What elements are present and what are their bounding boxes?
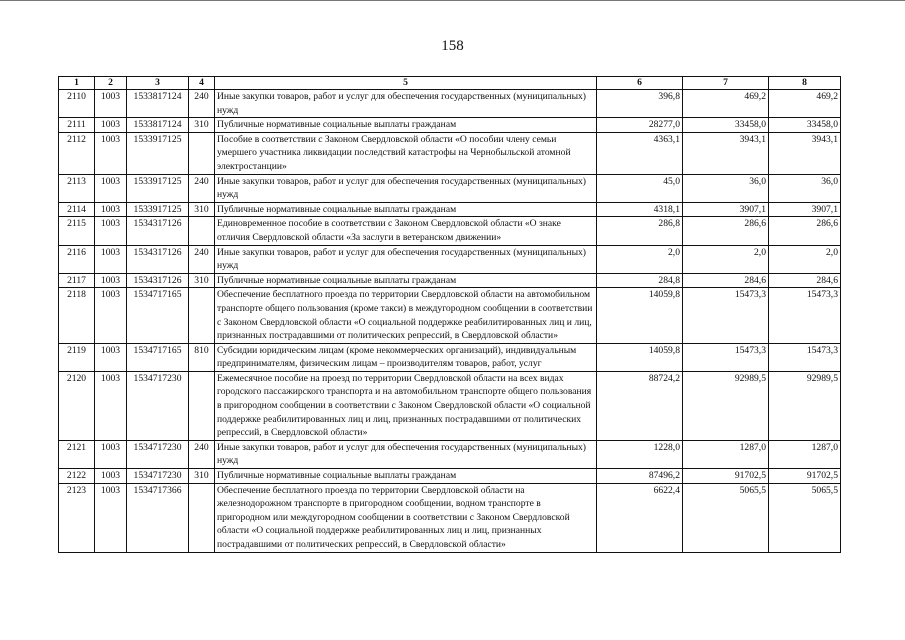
target-article-code: 1534717366 (127, 483, 189, 552)
target-article-code: 1534717230 (127, 440, 189, 468)
row-number: 2122 (59, 469, 95, 484)
value-col-8: 15473,3 (769, 343, 841, 371)
value-col-7: 5065,5 (683, 483, 769, 552)
target-article-code: 1534717230 (127, 371, 189, 440)
value-col-7: 284,6 (683, 273, 769, 288)
expense-type-code: 310 (189, 202, 215, 217)
table-row (59, 217, 841, 245)
value-col-6: 14059,8 (597, 343, 683, 371)
expense-type-code (189, 483, 215, 552)
target-article-code: 1533917125 (127, 174, 189, 202)
value-col-7: 1287,0 (683, 440, 769, 468)
value-col-7: 3943,1 (683, 132, 769, 174)
expense-type-code: 240 (189, 440, 215, 468)
target-article-code: 1533917125 (127, 202, 189, 217)
header-col-8: 8 (769, 77, 841, 90)
row-description: Единовременное пособие в соответствии с Законом Свердловской области «О знаке отличия Свердловской области «За заслуги в ветеранском движении» (215, 217, 597, 245)
value-col-8: 92989,5 (769, 371, 841, 440)
value-col-8: 284,6 (769, 273, 841, 288)
value-col-8: 91702,5 (769, 469, 841, 484)
expense-type-code: 240 (189, 90, 215, 118)
value-col-7: 91702,5 (683, 469, 769, 484)
page-number: 158 (441, 38, 464, 54)
row-number: 2123 (59, 483, 95, 552)
row-description: Иные закупки товаров, работ и услуг для обеспечения государственных (муниципальных) нужд (215, 440, 597, 468)
target-article-code: 1534717230 (127, 469, 189, 484)
header-col-1: 1 (59, 77, 95, 90)
section-code: 1003 (95, 483, 127, 552)
row-description: Иные закупки товаров, работ и услуг для обеспечения государственных (муниципальных) нужд (215, 245, 597, 273)
header-col-4: 4 (189, 77, 215, 90)
row-description: Иные закупки товаров, работ и услуг для обеспечения государственных (муниципальных) нужд (215, 174, 597, 202)
value-col-6: 4363,1 (597, 132, 683, 174)
table-row (59, 245, 841, 273)
expense-type-code (189, 288, 215, 343)
row-description: Ежемесячное пособие на проезд по территории Свердловской области на всех видах городского пассажирского транспорта и на автомобильном транспорте общего пользования в пригородном сообщении в соответствии с Законом Свердловской области «О социальной поддержке реабилитированных лиц и лиц, признанных пострадавшими от политических репрессий, в Свердловской области» (215, 371, 597, 440)
target-article-code: 1534317126 (127, 273, 189, 288)
value-col-6: 28277,0 (597, 118, 683, 133)
target-article-code: 1533917125 (127, 132, 189, 174)
value-col-6: 45,0 (597, 174, 683, 202)
expense-type-code (189, 132, 215, 174)
expense-type-code: 810 (189, 343, 215, 371)
section-code: 1003 (95, 273, 127, 288)
table-row (59, 202, 841, 217)
row-number: 2114 (59, 202, 95, 217)
section-code: 1003 (95, 118, 127, 133)
expense-type-code (189, 371, 215, 440)
section-code: 1003 (95, 202, 127, 217)
row-description: Субсидии юридическим лицам (кроме некоммерческих организаций), индивидуальным предпринимателям, физическим лицам – производителям товаров, работ, услуг (215, 343, 597, 371)
value-col-6: 284,8 (597, 273, 683, 288)
row-description: Обеспечение бесплатного проезда по территории Свердловской области на автомобильном транспорте общего пользования (кроме такси) в междугородном сообщении в соответствии с Законом Свердловской области «О социальной поддержке реабилитированных лиц и лиц, признанных пострадавшими от политических репрессий, в Свердловской области» (215, 288, 597, 343)
row-number: 2110 (59, 90, 95, 118)
value-col-6: 2,0 (597, 245, 683, 273)
table-row (59, 174, 841, 202)
value-col-8: 15473,3 (769, 288, 841, 343)
value-col-7: 15473,3 (683, 343, 769, 371)
value-col-7: 15473,3 (683, 288, 769, 343)
row-description: Публичные нормативные социальные выплаты гражданам (215, 273, 597, 288)
value-col-8: 3907,1 (769, 202, 841, 217)
value-col-6: 87496,2 (597, 469, 683, 484)
row-description: Публичные нормативные социальные выплаты гражданам (215, 469, 597, 484)
value-col-8: 469,2 (769, 90, 841, 118)
section-code: 1003 (95, 469, 127, 484)
row-number: 2117 (59, 273, 95, 288)
value-col-6: 396,8 (597, 90, 683, 118)
expense-type-code: 310 (189, 273, 215, 288)
value-col-8: 286,6 (769, 217, 841, 245)
row-number: 2118 (59, 288, 95, 343)
target-article-code: 1534717165 (127, 288, 189, 343)
section-code: 1003 (95, 90, 127, 118)
row-number: 2121 (59, 440, 95, 468)
expense-type-code: 240 (189, 245, 215, 273)
value-col-7: 33458,0 (683, 118, 769, 133)
table-header-row (59, 77, 841, 90)
value-col-8: 3943,1 (769, 132, 841, 174)
header-col-3: 3 (127, 77, 189, 90)
value-col-7: 286,6 (683, 217, 769, 245)
section-code: 1003 (95, 132, 127, 174)
value-col-6: 286,8 (597, 217, 683, 245)
header-col-2: 2 (95, 77, 127, 90)
section-code: 1003 (95, 343, 127, 371)
value-col-7: 92989,5 (683, 371, 769, 440)
table-row (59, 273, 841, 288)
expense-type-code (189, 217, 215, 245)
value-col-8: 1287,0 (769, 440, 841, 468)
table-row (59, 288, 841, 343)
value-col-6: 88724,2 (597, 371, 683, 440)
row-number: 2111 (59, 118, 95, 133)
scan-artifact-line (0, 0, 905, 1)
table-row (59, 132, 841, 174)
value-col-6: 6622,4 (597, 483, 683, 552)
row-number: 2113 (59, 174, 95, 202)
section-code: 1003 (95, 174, 127, 202)
table-row (59, 90, 841, 118)
target-article-code: 1534317126 (127, 245, 189, 273)
header-col-6: 6 (597, 77, 683, 90)
header-col-5: 5 (215, 77, 597, 90)
row-description: Пособие в соответствии с Законом Свердловской области «О пособии члену семьи умершего участника ликвидации последствий катастрофы на Чернобыльской атомной электростанции» (215, 132, 597, 174)
value-col-7: 2,0 (683, 245, 769, 273)
target-article-code: 1534717165 (127, 343, 189, 371)
value-col-6: 4318,1 (597, 202, 683, 217)
value-col-7: 469,2 (683, 90, 769, 118)
section-code: 1003 (95, 440, 127, 468)
header-col-7: 7 (683, 77, 769, 90)
expense-type-code: 310 (189, 118, 215, 133)
row-description: Публичные нормативные социальные выплаты гражданам (215, 118, 597, 133)
value-col-8: 36,0 (769, 174, 841, 202)
value-col-7: 36,0 (683, 174, 769, 202)
row-description: Обеспечение бесплатного проезда по территории Свердловской области на железнодорожном транспорте в пригородном сообщении, водном транспорте в пригородном или междугородном сообщении в соответствии с Законом Свердловской области «О социальной поддержке реабилитированных лиц и лиц, признанных пострадавшими от политических репрессий, в Свердловской области» (215, 483, 597, 552)
table-row (59, 469, 841, 484)
section-code: 1003 (95, 245, 127, 273)
value-col-8: 5065,5 (769, 483, 841, 552)
row-description: Публичные нормативные социальные выплаты гражданам (215, 202, 597, 217)
row-number: 2115 (59, 217, 95, 245)
section-code: 1003 (95, 371, 127, 440)
row-number: 2116 (59, 245, 95, 273)
expense-type-code: 310 (189, 469, 215, 484)
row-number: 2112 (59, 132, 95, 174)
section-code: 1003 (95, 288, 127, 343)
table-row (59, 371, 841, 440)
table-row (59, 118, 841, 133)
table-body (59, 90, 841, 553)
value-col-6: 1228,0 (597, 440, 683, 468)
section-code: 1003 (95, 217, 127, 245)
expense-type-code: 240 (189, 174, 215, 202)
budget-table (58, 76, 841, 553)
value-col-7: 3907,1 (683, 202, 769, 217)
target-article-code: 1534317126 (127, 217, 189, 245)
row-number: 2119 (59, 343, 95, 371)
target-article-code: 1533817124 (127, 90, 189, 118)
table-row (59, 440, 841, 468)
row-description: Иные закупки товаров, работ и услуг для обеспечения государственных (муниципальных) нужд (215, 90, 597, 118)
table-row (59, 483, 841, 552)
table-row (59, 343, 841, 371)
value-col-8: 33458,0 (769, 118, 841, 133)
target-article-code: 1533817124 (127, 118, 189, 133)
value-col-6: 14059,8 (597, 288, 683, 343)
row-number: 2120 (59, 371, 95, 440)
value-col-8: 2,0 (769, 245, 841, 273)
